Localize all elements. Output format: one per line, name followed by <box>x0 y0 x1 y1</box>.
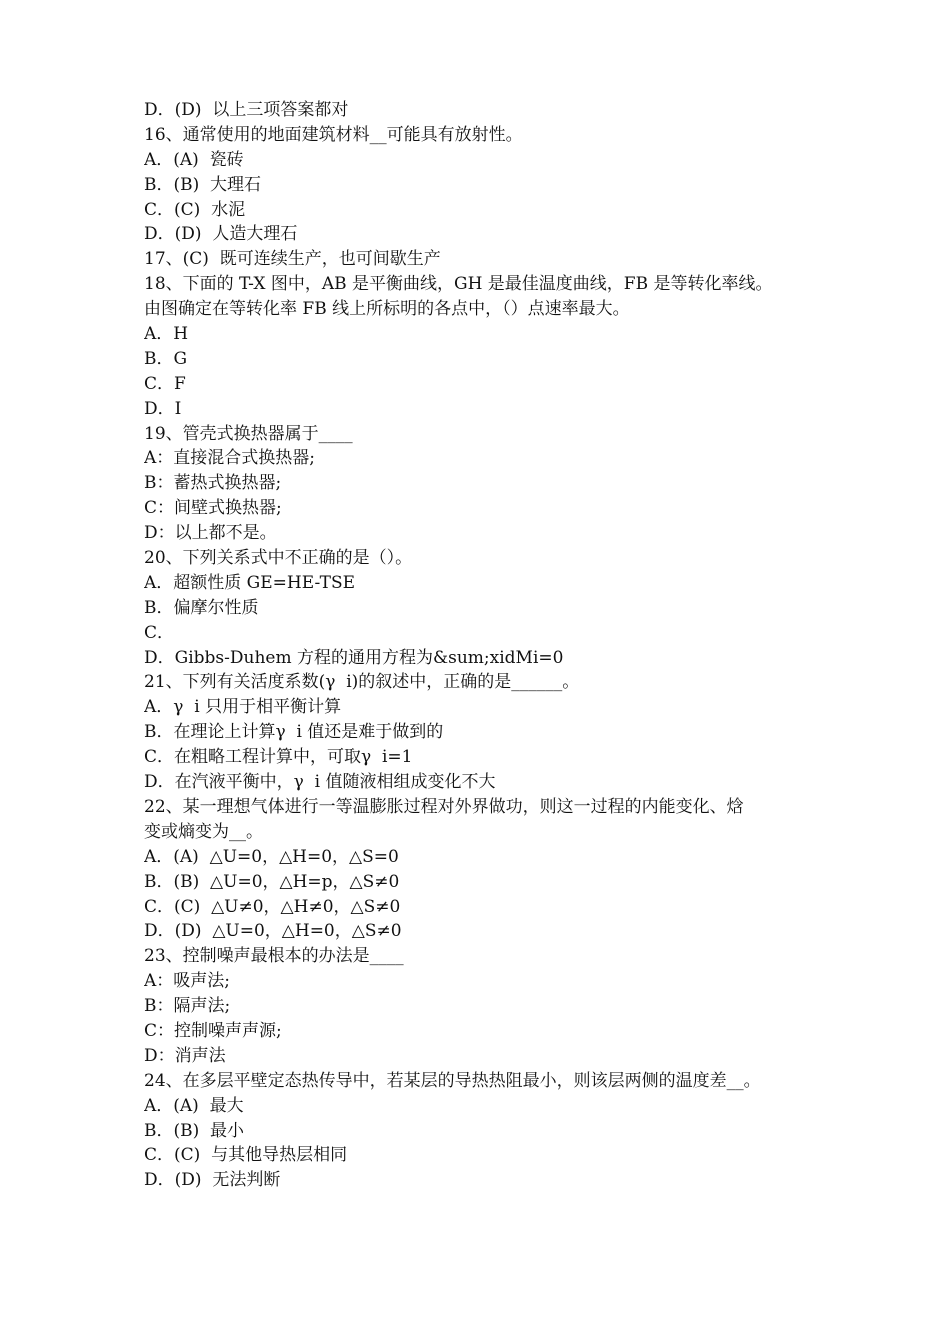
document-body <box>144 98 814 1193</box>
option-d-line: D：以上都不是。 <box>144 523 277 544</box>
question-22-text: 22、某一理想气体进行一等温膨胀过程对外界做功，则这一过程的内能变化、焓 <box>144 796 744 817</box>
option-c-line: C．(C) 水泥 <box>144 199 246 220</box>
option-a-line: A．(A) △U=0，△H=0，△S=0 <box>144 846 399 867</box>
question-16-text: 16、通常使用的地面建筑材料__可能具有放射性。 <box>144 124 523 145</box>
option-a-line: A．(A) 瓷砖 <box>144 149 244 170</box>
question-23-text: 23、控制噪声最根本的办法是____ <box>144 946 404 967</box>
option-b-line: B：隔声法; <box>144 996 231 1017</box>
option-d-line: D．I <box>144 398 182 419</box>
option-c-line: C．在粗略工程计算中，可取γ i=1 <box>144 747 413 768</box>
option-b-line: B．偏摩尔性质 <box>144 597 259 618</box>
option-d-line: D．(D) △U=0，△H=0，△S≠0 <box>144 921 402 942</box>
question-21-text: 21、下列有关活度系数(γ i)的叙述中，正确的是______。 <box>144 672 580 693</box>
question-18-text-continued: 由图确定在等转化率 FB 线上所标明的各点中，（）点速率最大。 <box>144 299 630 320</box>
option-a-line: A：直接混合式换热器; <box>144 448 316 469</box>
option-a-line: A．超额性质 GE=HE-TSE <box>144 572 355 593</box>
question-22-text-continued: 变或熵变为__。 <box>144 821 263 842</box>
option-d-line: D：消声法 <box>144 1045 226 1066</box>
question-18-text: 18、下面的 T-X 图中，AB 是平衡曲线，GH 是最佳温度曲线，FB 是等转化率线。 <box>144 274 773 295</box>
option-d-line: D．在汽液平衡中，γ i 值随液相组成变化不大 <box>144 772 496 793</box>
option-c-line: C：间壁式换热器; <box>144 498 282 519</box>
option-a-line: A：吸声法; <box>144 971 231 992</box>
option-a-line: A．H <box>144 324 189 345</box>
option-b-line: B．(B) 大理石 <box>144 174 262 195</box>
option-c-line: C．(C) 与其他导热层相同 <box>144 1145 348 1166</box>
option-d-line: D．(D) 以上三项答案都对 <box>144 100 349 120</box>
question-17-text: 17、(C) 既可连续生产，也可间歇生产 <box>144 249 441 270</box>
option-c-line: C．(C) △U≠0，△H≠0，△S≠0 <box>144 896 401 917</box>
question-20-text: 20、下列关系式中不正确的是（）。 <box>144 548 413 569</box>
option-c-line: C． <box>144 622 175 643</box>
option-a-line: A．(A) 最大 <box>144 1095 244 1116</box>
option-b-line: B．G <box>144 348 188 369</box>
option-b-line: B．(B) 最小 <box>144 1120 245 1141</box>
option-c-line: C：控制噪声声源; <box>144 1020 282 1041</box>
option-b-line: B．在理论上计算γ i 值还是难于做到的 <box>144 722 444 743</box>
option-d-line: D．(D) 人造大理石 <box>144 224 298 245</box>
question-24-text: 24、在多层平壁定态热传导中，若某层的导热热阻最小，则该层两侧的温度差__。 <box>144 1070 761 1091</box>
option-b-line: B．(B) △U=0，△H=p，△S≠0 <box>144 871 400 892</box>
option-b-line: B：蓄热式换热器; <box>144 473 282 494</box>
question-19-text: 19、管壳式换热器属于____ <box>144 423 353 444</box>
option-d-line: D．(D) 无法判断 <box>144 1170 281 1191</box>
option-a-line: A．γ i 只用于相平衡计算 <box>144 697 342 718</box>
option-c-line: C．F <box>144 373 186 394</box>
option-d-line: D．Gibbs-Duhem 方程的通用方程为&sum;xidMi=0 <box>144 647 564 668</box>
